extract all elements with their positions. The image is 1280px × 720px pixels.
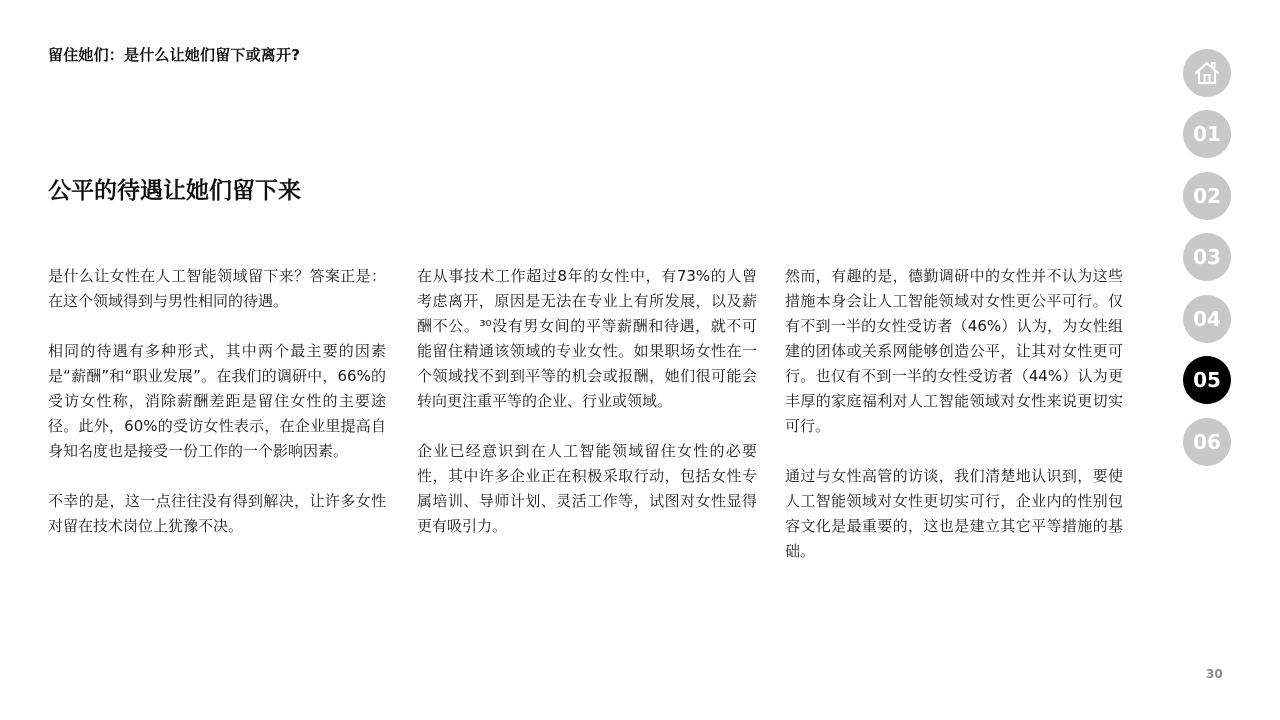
paragraph: 企业已经意识到在人工智能领域留住女性的必要性，其中许多企业正在积极采取行动，包括女性专属培训、导师计划、灵活工作等，试图对女性显得更有吸引力。 [417, 442, 757, 535]
nav-item-03[interactable]: 03 [1183, 233, 1231, 281]
nav-item-02[interactable]: 02 [1183, 172, 1231, 220]
page-number: 30 [1206, 667, 1223, 681]
home-icon [1192, 58, 1222, 88]
nav-item-04[interactable]: 04 [1183, 295, 1231, 343]
paragraph: 相同的待遇有多种形式，其中两个最主要的因素是“薪酬”和“职业发展”。在我们的调研中，66%的受访女性称，消除薪酬差距是留住女性的主要途径。此外，60%的受访女性表示，在企业里提高自身知名度也是接受一份工作的一个影响因素。 [48, 342, 386, 460]
nav-home-button[interactable] [1183, 49, 1231, 97]
body-columns [48, 264, 1128, 604]
paragraph: 在从事技术工作超过8年的女性中，有73%的人曾考虑离开，原因是无法在专业上有所发展，以及薪酬不公。³⁰没有男女间的平等薪酬和待遇，就不可能留住精通该领域的专业女性。如果职场女性在一个领域找不到到平等的机会或报酬，她们很可能会转向更注重平等的企业、行业或领域。 [417, 267, 757, 410]
section-header: 留住她们：是什么让她们留下或离开? [48, 46, 301, 64]
page-title: 公平的待遇让她们留下来 [48, 178, 301, 204]
text-column-3 [785, 264, 1123, 564]
paragraph: 不幸的是，这一点往往没有得到解决，让许多女性对留在技术岗位上犹豫不决。 [48, 492, 386, 535]
paragraph: 然而，有趣的是，德勤调研中的女性并不认为这些措施本身会让人工智能领域对女性更公平可行。仅有不到一半的女性受访者（46%）认为，为女性组建的团体或关系网能够创造公平，让其对女性更可行。也仅有不到一半的女性受访者（44%）认为更丰厚的家庭福利对人工智能领域对女性来说更切实可行。 [785, 267, 1123, 435]
text-column-1 [48, 264, 386, 539]
text-column-2 [417, 264, 757, 539]
nav-item-06[interactable]: 06 [1183, 418, 1231, 466]
nav-item-01[interactable]: 01 [1183, 110, 1231, 158]
paragraph: 是什么让女性在人工智能领域留下来？答案正是：在这个领域得到与男性相同的待遇。 [48, 267, 386, 310]
nav-item-05[interactable]: 05 [1183, 356, 1231, 404]
paragraph: 通过与女性高管的访谈，我们清楚地认识到，要使人工智能领域对女性更切实可行，企业内的性别包容文化是最重要的，这也是建立其它平等措施的基础。 [785, 467, 1123, 560]
